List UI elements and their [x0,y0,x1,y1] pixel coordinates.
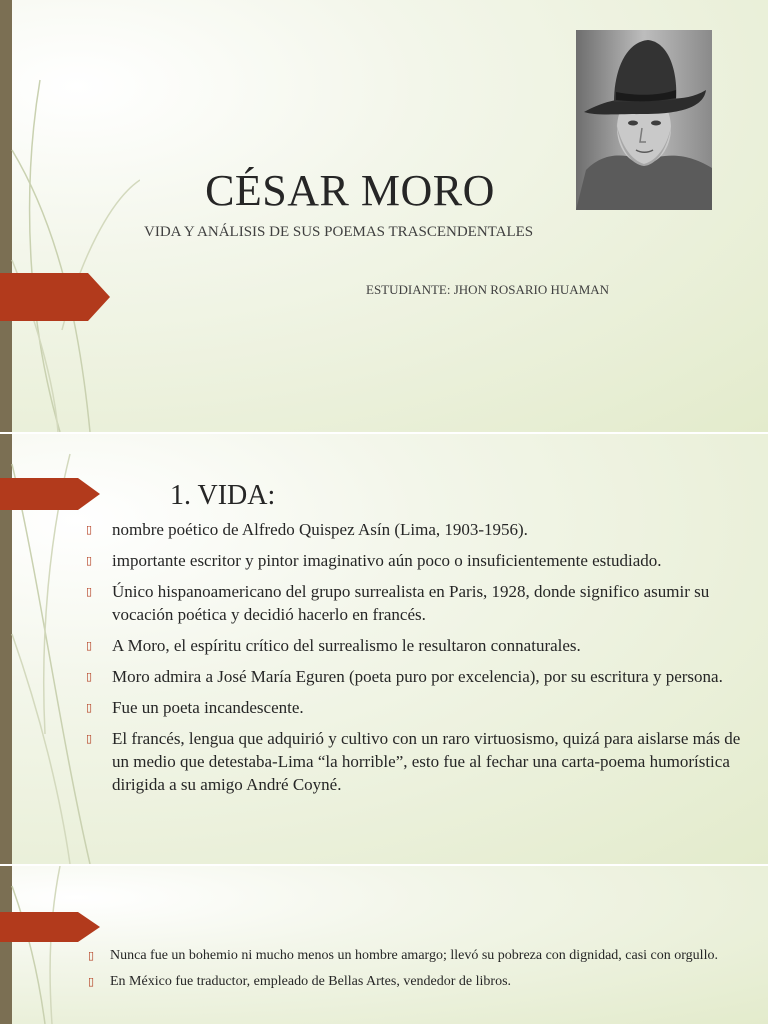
section-heading: 1. VIDA: [170,480,276,511]
list-item: ▯ El francés, lengua que adquirió y cultivo con un raro virtuosismo, quizá para aislarse más de un medio que detestaba-Lima “la horrible”, esto fue al fechar una carta-poema humorística dirigida a su amigo André Coyné. [86,729,741,794]
student-name: ESTUDIANTE: JHON ROSARIO HUAMAN [366,282,610,297]
bullet-glyph-icon: ▯ [86,732,93,745]
bullet-glyph-icon: ▯ [86,554,93,567]
decorative-curves [0,866,140,1024]
subtitle: VIDA Y ANÁLISIS DE SUS POEMAS TRASCENDENTALES [144,224,534,240]
list-item: ▯ En México fue traductor, empleado de Bellas Artes, vendedor de libros. [88,974,512,989]
arrow-tab-icon [0,273,110,321]
list-item: ▯ Único hispanoamericano del grupo surrealista en Paris, 1928, donde significo asumir su vocación poética y decidió hacerlo en francés. [86,582,710,624]
vida-bullet-list [86,518,752,804]
bullet-glyph-icon: ▯ [88,949,95,962]
bullet-glyph-icon: ▯ [86,701,93,714]
list-item: ▯ importante escritor y pintor imaginativo aún poco o insuficientemente estudiado. [86,551,662,570]
list-item: ▯ Nunca fue un bohemio ni mucho menos un hombre amargo; llevó su pobreza con dignidad, casi con orgullo. [88,948,718,963]
title-slide [0,0,768,432]
bullet-glyph-icon: ▯ [88,975,95,988]
vida-slide [0,434,768,864]
list-item: ▯ nombre poético de Alfredo Quispez Asín (Lima, 1903-1956). [86,520,528,539]
continuation-bullet-list [88,946,750,998]
list-item: ▯ Fue un poeta incandescente. [86,698,304,717]
list-item: ▯ A Moro, el espíritu crítico del surrealismo le resultaron connaturales. [86,636,581,655]
decorative-curves [0,0,140,432]
bullet-glyph-icon: ▯ [86,523,93,536]
page-title: CÉSAR MORO [205,166,495,215]
portrait-photo [576,30,712,210]
bullet-glyph-icon: ▯ [86,639,93,652]
bullet-glyph-icon: ▯ [86,670,93,683]
list-item: ▯ Moro admira a José María Eguren (poeta puro por excelencia), por su escritura y persona. [86,667,723,686]
continuation-slide [0,866,768,1024]
bullet-glyph-icon: ▯ [86,585,93,598]
